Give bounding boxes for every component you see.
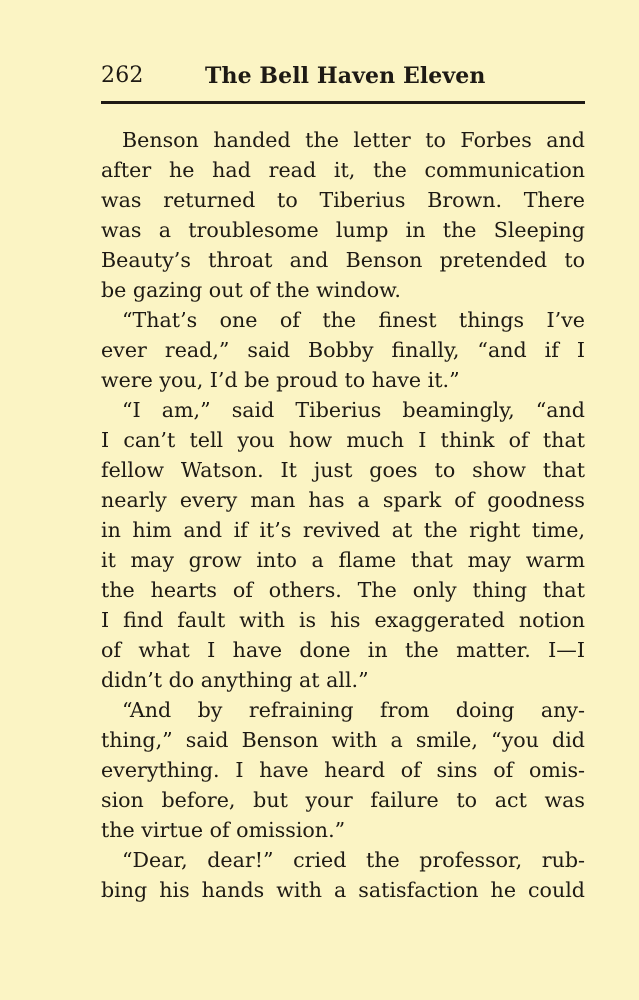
text-line: “I am,” said Tiberius beamingly, “and xyxy=(122,398,585,422)
text-line: bing his hands with a satisfaction he could xyxy=(101,878,585,902)
text-line: Benson handed the letter to Forbes and xyxy=(122,128,585,152)
text-line: ever read,” said Bobby finally, “and if I xyxy=(101,338,585,362)
text-line: Beauty’s throat and Benson pretended to xyxy=(101,248,585,272)
text-line: I find fault with is his exaggerated notion xyxy=(101,608,585,632)
text-line: were you, I’d be proud to have it.” xyxy=(101,368,460,392)
page-number: 262 xyxy=(101,63,144,88)
running-title: The Bell Haven Eleven xyxy=(205,63,486,89)
text-line: the hearts of others. The only thing that xyxy=(101,578,585,602)
text-line: was returned to Tiberius Brown. There xyxy=(101,188,585,212)
header-rule xyxy=(101,101,585,104)
text-line: thing,” said Benson with a smile, “you did xyxy=(101,728,585,752)
text-line: of what I have done in the matter. I—I xyxy=(101,638,585,662)
text-line: fellow Watson. It just goes to show that xyxy=(101,458,585,482)
text-line: sion before, but your failure to act was xyxy=(101,788,585,812)
text-line: it may grow into a flame that may warm xyxy=(101,548,585,572)
text-line: in him and if it’s revived at the right time, xyxy=(101,518,585,542)
text-line: “Dear, dear!” cried the professor, rub- xyxy=(122,848,585,872)
text-line: was a troublesome lump in the Sleeping xyxy=(101,218,585,242)
text-line: I can’t tell you how much I think of that xyxy=(101,428,585,452)
text-line: “That’s one of the finest things I’ve xyxy=(122,308,585,332)
text-line: didn’t do anything at all.” xyxy=(101,668,369,692)
body-text xyxy=(101,125,585,905)
running-head xyxy=(101,60,585,92)
text-line: after he had read it, the communication xyxy=(101,158,585,182)
text-line: everything. I have heard of sins of omis- xyxy=(101,758,585,782)
text-line: the virtue of omission.” xyxy=(101,818,346,842)
text-line: be gazing out of the window. xyxy=(101,278,401,302)
text-line: nearly every man has a spark of goodness xyxy=(101,488,585,512)
text-line: “And by refraining from doing any- xyxy=(122,698,585,722)
